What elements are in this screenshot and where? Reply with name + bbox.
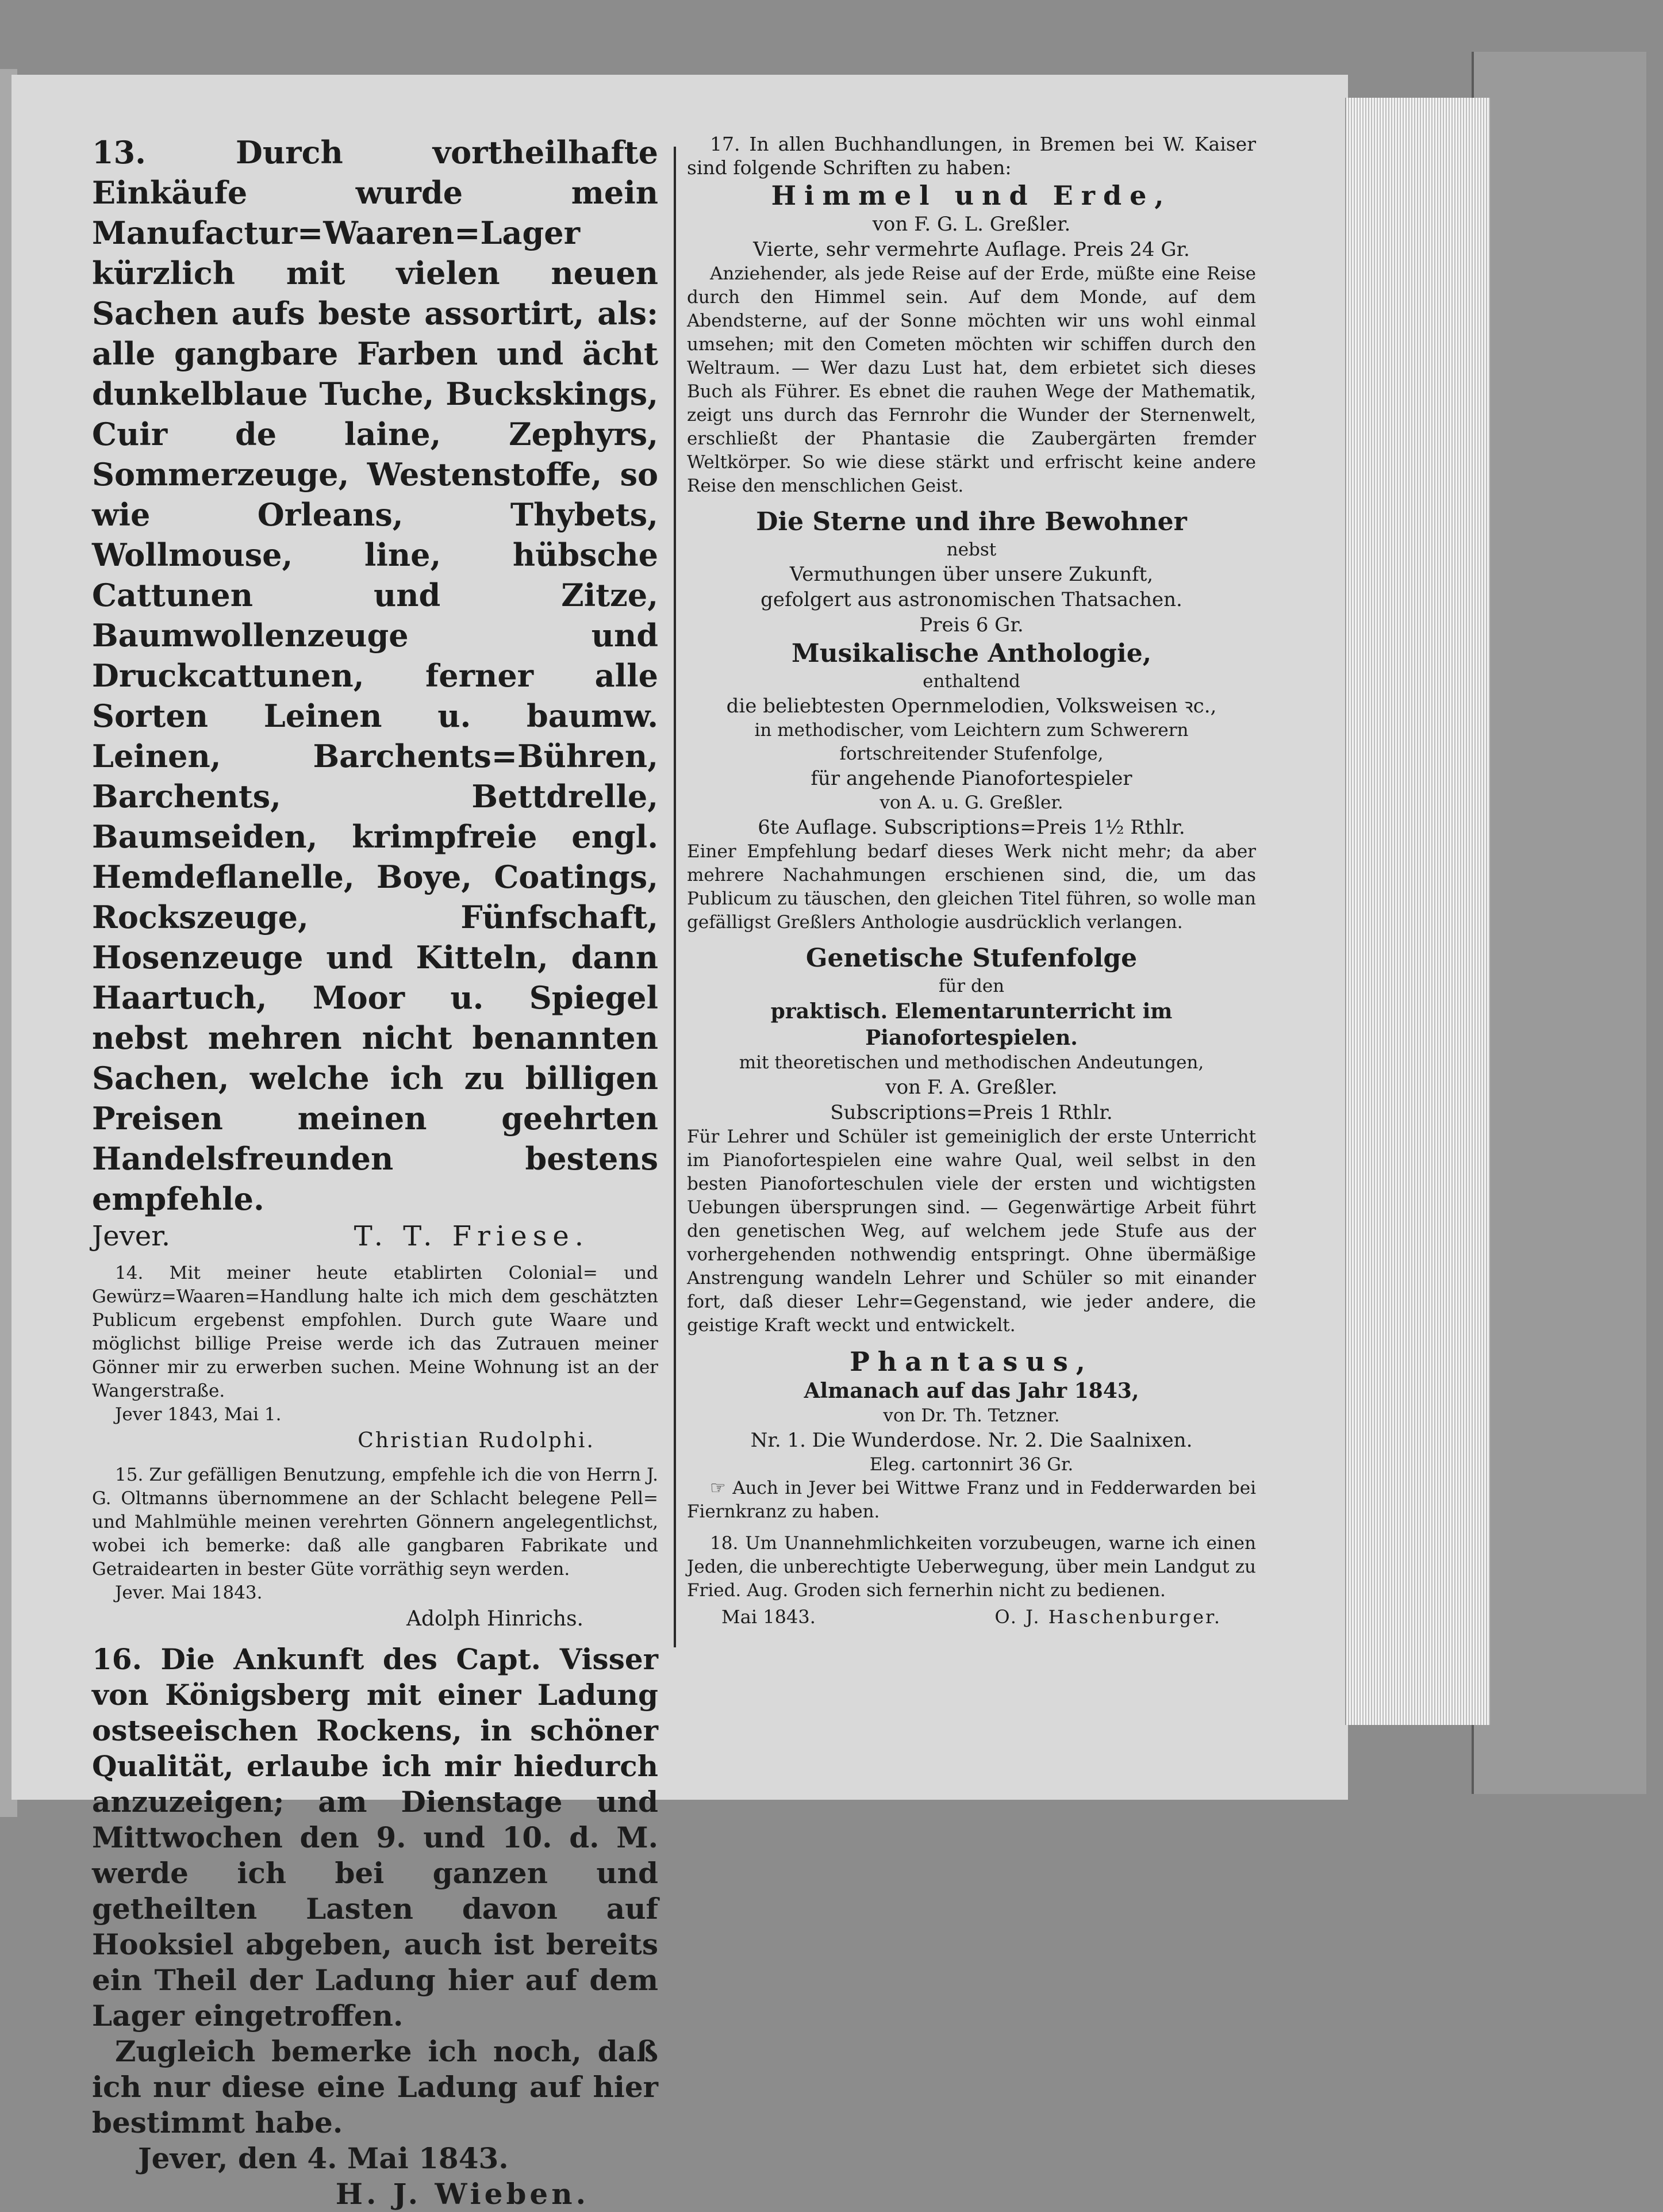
- book3-price: 6te Auflage. Subscriptions=Preis 1½ Rthlr.: [758, 816, 1185, 839]
- ad-14-text: 14. Mit meiner heute etablirten Colonial= und Gewürz=Waaren=Handlung halte ich mich dem geschätzten Publicum ergebenst empfohlen. Durch gute Waare und möglichst billige Preise werde ich das Zutrauen meiner Gönner mir zu erwerben suchen. Meine Wohnung ist an der Wangerstraße.: [92, 1263, 658, 1401]
- book4-subtitle-1: praktisch. Elementarunterricht im Pianofortespielen.: [770, 999, 1173, 1050]
- book3-enthaltend: enthaltend: [923, 671, 1020, 692]
- ad-16: [92, 1642, 658, 2212]
- column-rule: [674, 147, 676, 1647]
- page-edges: [1345, 98, 1490, 1725]
- ad-16-text2: Zugleich bemerke ich noch, daß ich nur diese eine Ladung auf hier bestimmt habe.: [92, 2034, 658, 2140]
- ad-18-text: 18. Um Unannehmlichkeiten vorzubeugen, warne ich einen Jeden, die unberechtigte Ueberwegung, über mein Landgut zu Fried. Aug. Groden sich fernerhin nicht zu bedienen.: [687, 1533, 1256, 1601]
- ad-18-date: Mai 1843.: [721, 1606, 816, 1628]
- book2-subtitle-2: gefolgert aus astronomischen Thatsachen.: [761, 588, 1182, 611]
- book2-subtitle-1: Vermuthungen über unsere Zukunft,: [789, 563, 1154, 586]
- ad-13-signature: T. T. Friese.: [354, 1220, 589, 1252]
- ad-17: [687, 132, 1256, 1524]
- book4-price: Subscriptions=Preis 1 Rthlr.: [830, 1101, 1113, 1124]
- book5-author: von Dr. Th. Tetzner.: [883, 1405, 1060, 1426]
- book3-description: Einer Empfehlung bedarf dieses Werk nicht mehr; da aber mehrere Nachahmungen erschienen sind, die, um das Publicum zu täuschen, den gleichen Titel führen, so wolle man gefälligst Greßlers Anthologie ausdrücklich verlangen.: [687, 841, 1256, 933]
- ad-16-date: Jever, den 4. Mai 1843.: [138, 2141, 509, 2175]
- book5-subtitle: Almanach auf das Jahr 1843,: [804, 1379, 1139, 1403]
- ad-16-signature: H. J. Wieben.: [335, 2177, 589, 2211]
- book3-subtitle-3: fortschreitender Stufenfolge,: [839, 743, 1104, 764]
- ad-13-place: Jever.: [92, 1220, 171, 1252]
- ad-18: [687, 1532, 1256, 1631]
- book2-nebst: nebst: [946, 539, 997, 560]
- ad-18-signature: O. J. Haschenburger.: [994, 1606, 1222, 1628]
- book3-subtitle-4: für angehende Pianofortespieler: [811, 767, 1132, 790]
- book4-subtitle-2: mit theoretischen und methodischen Andeutungen,: [739, 1052, 1204, 1073]
- ad-15-date: Jever. Mai 1843.: [115, 1582, 263, 1603]
- ad-17-note: ☞ Auch in Jever bei Wittwe Franz und in Fedderwarden bei Fiernkranz zu haben.: [687, 1478, 1256, 1522]
- ad-15: [92, 1463, 658, 1634]
- book5-contents: Nr. 1. Die Wunderdose. Nr. 2. Die Saalnixen.: [750, 1429, 1193, 1452]
- ad-15-signature: Adolph Hinrichs.: [406, 1607, 583, 1631]
- ad-13: [92, 132, 658, 1253]
- book3-author: von A. u. G. Greßler.: [879, 792, 1063, 813]
- ad-14: [92, 1262, 658, 1455]
- ad-16-text: 16. Die Ankunft des Capt. Visser von Königsberg mit einer Ladung ostseeischen Rockens, in schöner Qualität, erlaube ich mir hiedurch anzuzeigen; am Dienstage und Mittwochen den 9. und 10. d. M. werde ich bei ganzen und getheilten Lasten davon auf Hooksiel abgeben, auch ist bereits ein Theil der Ladung hier auf dem Lager eingetroffen.: [92, 1642, 658, 2033]
- ad-13-text: 13. Durch vortheilhafte Einkäufe wurde mein Manufactur=Waaren=Lager kürzlich mit vielen neuen Sachen aufs beste assortirt, als: alle gangbare Farben und ächt dunkelblaue Tuche, Buckskings, Cuir de laine, Zephyrs, Sommerzeuge, Westenstoffe, so wie Orleans, Thybets, Wollmouse, line, hübsche Cattunen und Zitze, Baumwollenzeuge und Druckcattunen, ferner alle Sorten Leinen u. baumw. Leinen, Barchents=Bühren, Barchents, Bettdrelle, Baumseiden, krimpfreie engl. Hemdeflanelle, Boye, Coatings, Rockszeuge, Fünfschaft, Hosenzeuge und Kitteln, dann Haartuch, Moor u. Spiegel nebst mehren nicht benannten Sachen, welche ich zu billigen Preisen meinen geehrten Handelsfreunden bestens empfehle.: [92, 134, 658, 1217]
- right-column: [687, 132, 1256, 1631]
- book4-author: von F. A. Greßler.: [885, 1076, 1058, 1099]
- book1-description: Anziehender, als jede Reise auf der Erde, müßte eine Reise durch den Himmel sein. Auf dem Monde, auf dem Abendsterne, auf der Sonne möchten wir uns wohl einmal umsehen; mit den Cometen möchten wir schiffen durch den Weltraum. — Wer dazu Lust hat, dem erbietet sich dieses Buch als Führer. Es ebnet die rauhen Wege der Mathematik, zeigt uns durch das Fernrohr die Wunder der Sternenwelt, erschließt der Phantasie die Zaubergärten fremder Weltkörper. So wie diese stärkt und erfrischt keine andere Reise den menschlichen Geist.: [687, 263, 1256, 496]
- ad-15-text: 15. Zur gefälligen Benutzung, empfehle ich die von Herrn J. G. Oltmanns übernommene an der Schlacht belegene Pell= und Mahlmühle meinen verehrten Gönnern angelegentlichst, wobei ich bemerke: daß alle gangbaren Fabrikate und Getraidearten in bester Güte vorräthig seyn werden.: [92, 1465, 658, 1580]
- book-cover-board: [1472, 52, 1646, 1794]
- book3-subtitle-1: die beliebtesten Opernmelodien, Volksweisen ꝛc.,: [726, 695, 1217, 718]
- book3-title: Musikalische Anthologie,: [791, 639, 1152, 668]
- book1-title: Himmel und Erde,: [771, 180, 1172, 211]
- book5-title: Phantasus,: [850, 1346, 1093, 1377]
- book4-title: Genetische Stufenfolge: [805, 944, 1138, 973]
- left-column: [92, 132, 658, 2212]
- book3-subtitle-2: in methodischer, vom Leichtern zum Schwerern: [754, 720, 1189, 741]
- book4-description: Für Lehrer und Schüler ist gemeiniglich der erste Unterricht im Pianofortespielen eine wahre Qual, weil selbst in den besten Pianoforteschulen viele der ersten und wichtigsten Uebungen übersprungen sind. — Gegenwärtige Arbeit führt den genetischen Weg, auf welchem jede Stufe aus der vorhergehenden nothwendig entspringt. Ohne übermäßige Anstrengung wandeln Lehrer und Schüler so mit einander fort, daß dieser Lehr=Gegenstand, wie jeder andere, die geistige Kraft weckt und entwickelt.: [687, 1126, 1256, 1336]
- book2-price: Preis 6 Gr.: [919, 614, 1024, 637]
- ad-17-intro: 17. In allen Buchhandlungen, in Bremen bei W. Kaiser sind folgende Schriften zu haben:: [687, 133, 1256, 179]
- book1-author: von F. G. L. Greßler.: [872, 213, 1071, 236]
- book2-title: Die Sterne und ihre Bewohner: [756, 507, 1187, 536]
- book5-price: Eleg. cartonnirt 36 Gr.: [869, 1454, 1074, 1475]
- book4-fuer: für den: [938, 976, 1005, 996]
- ad-14-date: Jever 1843, Mai 1.: [115, 1404, 282, 1425]
- ad-14-signature: Christian Rudolphi.: [358, 1429, 595, 1452]
- book1-price: Vierte, sehr vermehrte Auflage. Preis 24 Gr.: [753, 238, 1190, 261]
